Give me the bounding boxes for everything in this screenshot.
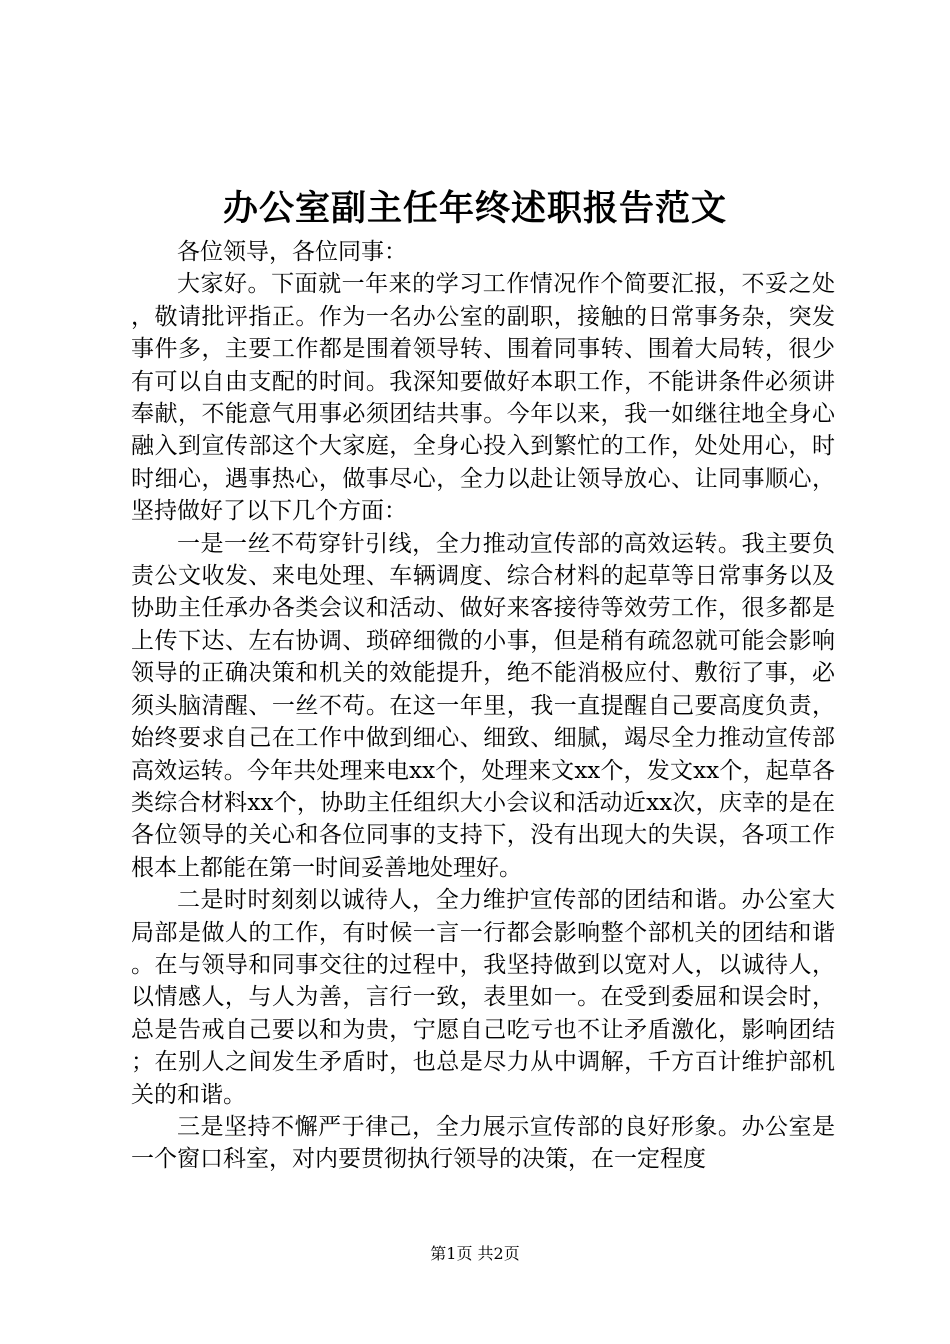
page-total: 共2页 xyxy=(477,1244,520,1263)
point-two-paragraph: 二是时时刻刻以诚待人，全力维护宣传部的团结和谐。办公室大局部是做人的工作，有时候一言一行都会影响整个部机关的团结和谐。在与领导和同事交往的过程中，我坚持做到以宽对人，以诚待人，以情感人，与人为善，言行一致，表里如一。在受到委屈和误会时，总是告戒自己要以和为贵，宁愿自己吃亏也不让矛盾激化，影响团结；在别人之间发生矛盾时，也总是尽力从中调解，千方百计维护部机关的和谐。 xyxy=(131,887,835,1108)
document-title: 办公室副主任年终述职报告范文 xyxy=(222,188,727,229)
page-footer xyxy=(0,1243,950,1265)
intro-paragraph: 大家好。下面就一年来的学习工作情况作个简要汇报，不妥之处，敬请批评指正。作为一名办公室的副职，接触的日常事务杂，突发事件多，主要工作都是围着领导转、围着同事转、围着大局转，很少有可以自由支配的时间。我深知要做好本职工作，不能讲条件必须讲奉献，不能意气用事必须团结共事。今年以来，我一如继往地全身心融入到宣传部这个大家庭，全身心投入到繁忙的工作，处处用心，时时细心，遇事热心，做事尽心，全力以赴让领导放心、让同事顺心，坚持做好了以下几个方面： xyxy=(131,271,835,525)
point-one-paragraph: 一是一丝不苟穿针引线，全力推动宣传部的高效运转。我主要负责公文收发、来电处理、车辆调度、综合材料的起草等日常事务以及协助主任承办各类会议和活动、做好来客接待等效劳工作，很多都是上传下达、左右协调、琐碎细微的小事，但是稍有疏忽就可能会影响领导的正确决策和机关的效能提升，绝不能消极应付、敷衍了事，必须头脑清醒、一丝不苟。在这一年里，我一直提醒自己要高度负责，始终要求自己在工作中做到细心、细致、细腻，竭尽全力推动宣传部高效运转。今年共处理来电xx个，处理来文xx个，发文xx个，起草各类综合材料xx个，协助主任组织大小会议和活动近xx次，庆幸的是在各位领导的关心和各位同事的支持下，没有出现大的失误，各项工作根本上都能在第一时间妥善地处理好。 xyxy=(131,530,835,881)
point-three-paragraph: 三是坚持不懈严于律己，全力展示宣传部的良好形象。办公室是一个窗口科室，对内要贯彻执行领导的决策，在一定程度 xyxy=(131,1113,835,1173)
document-body xyxy=(131,236,835,1176)
salutation-paragraph: 各位领导，各位同事： xyxy=(177,239,407,265)
page-number: 第1页 xyxy=(430,1244,473,1263)
